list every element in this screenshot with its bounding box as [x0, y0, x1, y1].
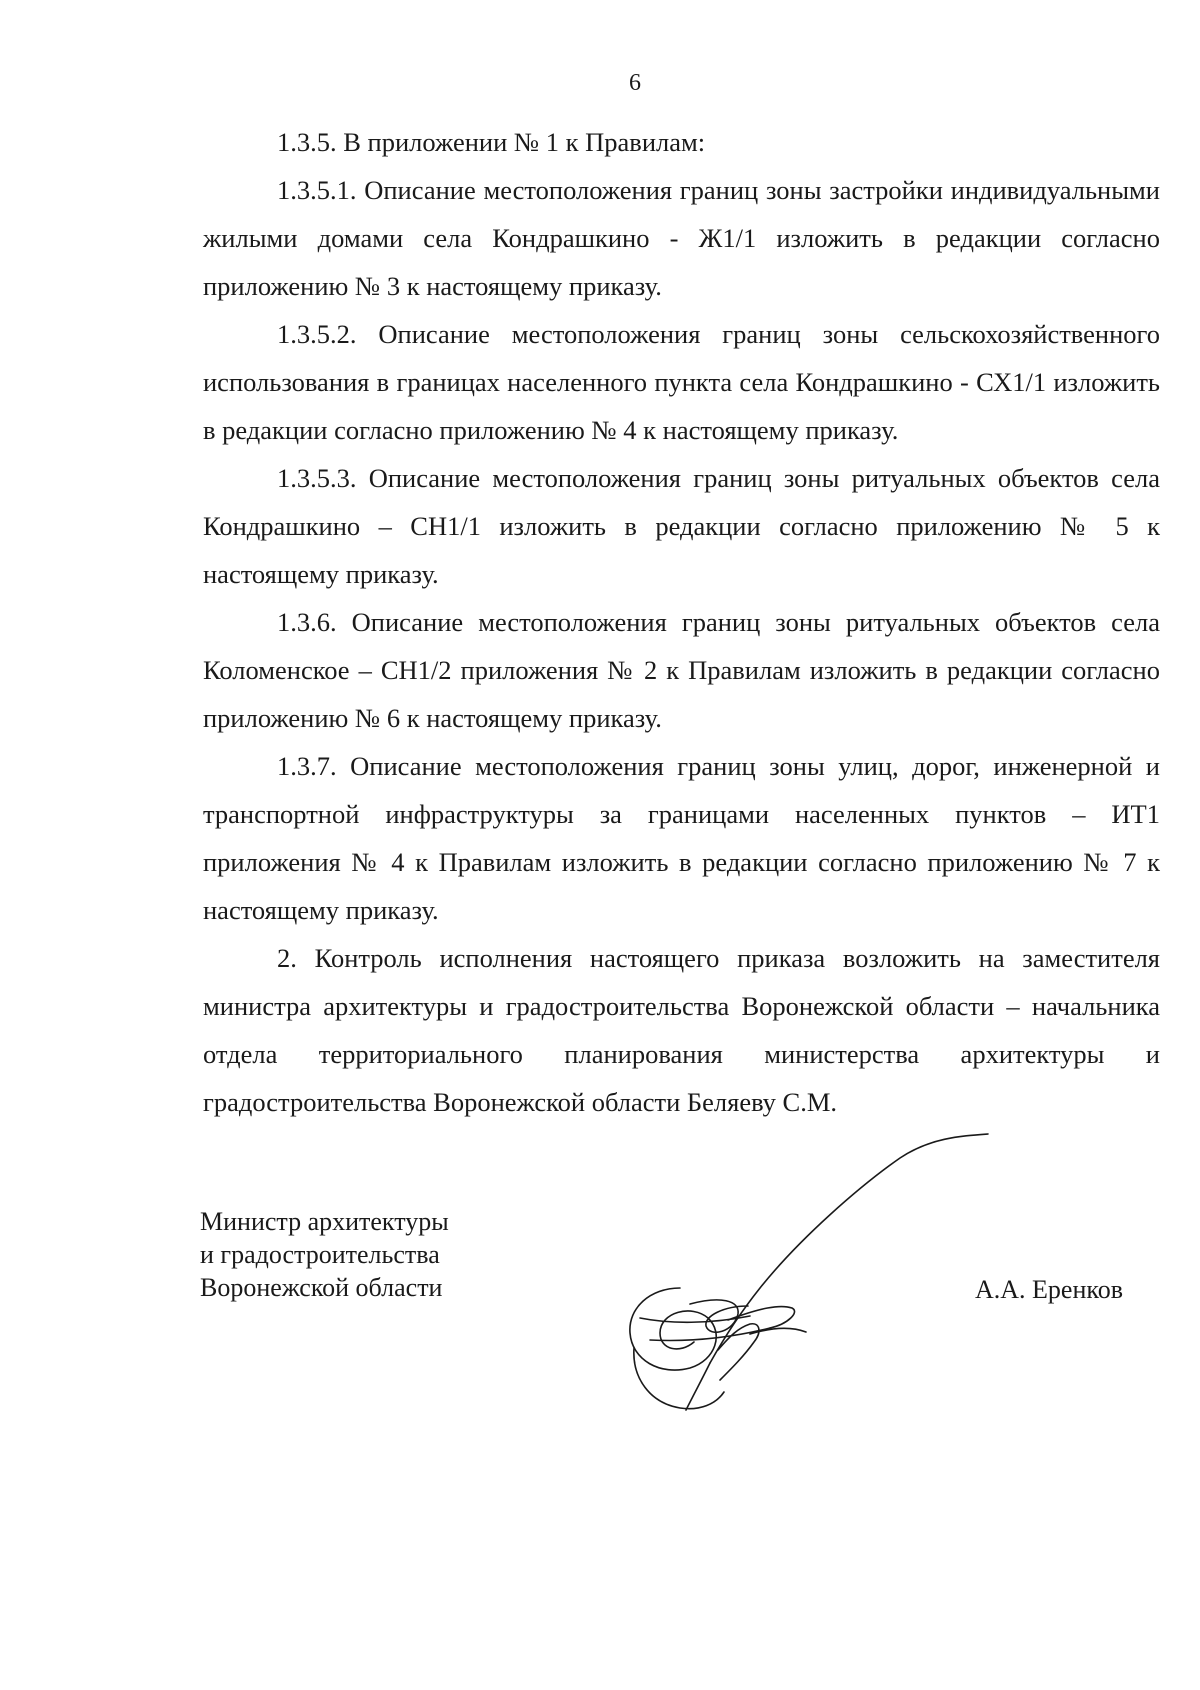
paragraph-1-3-5-2: 1.3.5.2. Описание местоположения границ зоны сельскохозяйственного использования в границах населенного пункта села Кондрашкино - СХ1/1 изложить в редакции согласно приложению № 4 к настоящему приказу.	[203, 319, 1160, 445]
paragraph-2: 2. Контроль исполнения настоящего приказа возложить на заместителя министра архитектуры и градостроительства Воронежской области – начальника отдела территориального планирования министерства архитектуры и градостроительства Воронежской области Беляеву С.М.	[203, 943, 1160, 1117]
handwritten-signature	[620, 1128, 1000, 1488]
signatory-title-line: Воронежской области	[200, 1273, 443, 1302]
paragraph-1-3-5: 1.3.5. В приложении № 1 к Правилам:	[277, 127, 706, 157]
paragraph-1-3-7: 1.3.7. Описание местоположения границ зоны улиц, дорог, инженерной и транспортной инфраструктуры за границами населенных пунктов – ИТ1 приложения № 4 к Правилам изложить в редакции согласно приложению № 7 к настоящему приказу.	[203, 751, 1160, 925]
signatory-title	[200, 1205, 449, 1304]
signatory-title-line: и градостроительства	[200, 1240, 440, 1269]
paragraph-1-3-5-1: 1.3.5.1. Описание местоположения границ зоны застройки индивидуальными жилыми домами села Кондрашкино - Ж1/1 изложить в редакции согласно приложению № 3 к настоящему приказу.	[203, 175, 1160, 301]
paragraph-1-3-5-3: 1.3.5.3. Описание местоположения границ зоны ритуальных объектов села Кондрашкино – СН1/1 изложить в редакции согласно приложению № 5 к настоящему приказу.	[203, 463, 1160, 589]
paragraph-1-3-6: 1.3.6. Описание местоположения границ зоны ритуальных объектов села Коломенское – СН1/2 приложения № 2 к Правилам изложить в редакции согласно приложению № 6 к настоящему приказу.	[203, 607, 1160, 733]
signatory-title-line: Министр архитектуры	[200, 1207, 449, 1236]
page-number: 6	[629, 70, 641, 96]
signatory-name: А.А. Еренков	[975, 1275, 1123, 1304]
document-body	[203, 118, 1160, 1126]
